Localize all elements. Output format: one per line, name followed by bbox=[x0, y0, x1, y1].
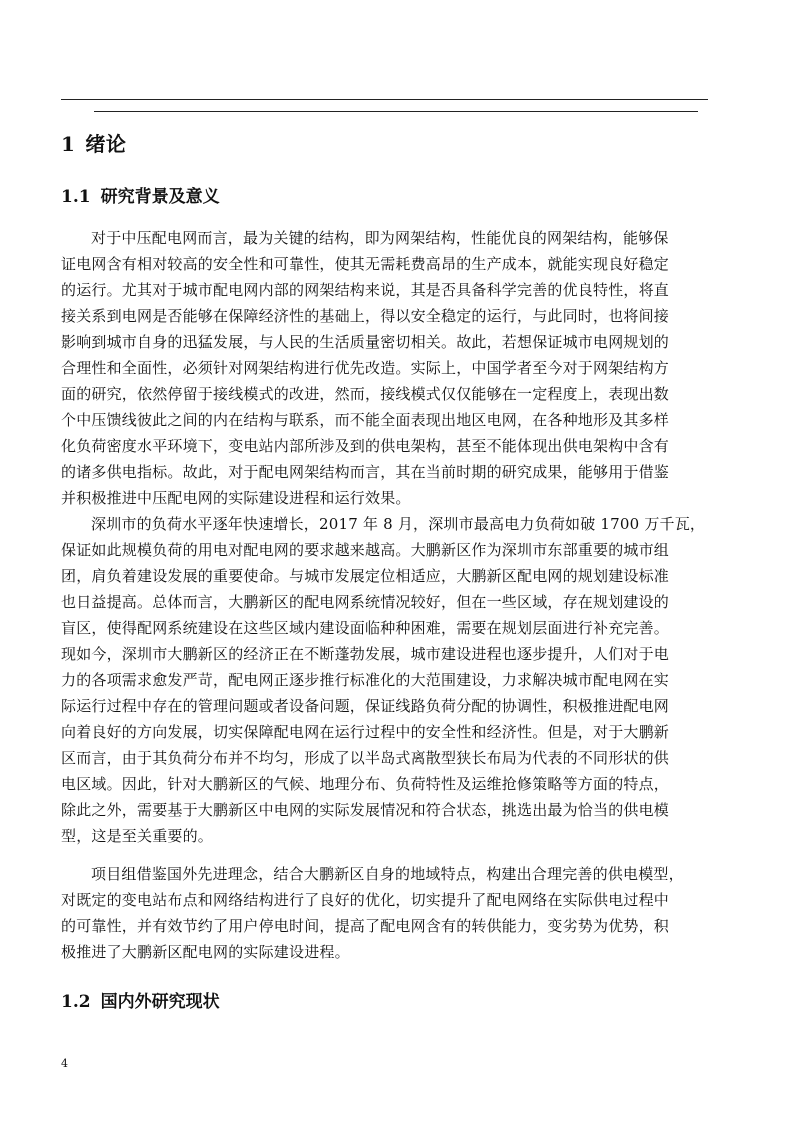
header-rule-bottom bbox=[94, 111, 698, 112]
text-line: 极推进了大鹏新区配电网的实际建设进程。 bbox=[61, 943, 350, 961]
text-line: 型，这是至关重要的。 bbox=[61, 827, 214, 845]
section-number: 1.2 bbox=[61, 992, 91, 1012]
text-line: 项目组借鉴国外先进理念，结合大鹏新区自身的地域特点，构建出合理完善的供电模型， bbox=[91, 865, 684, 883]
section-number: 1.1 bbox=[61, 187, 91, 207]
text-line: 并积极推进中压配电网的实际建设进程和运行效果。 bbox=[61, 489, 411, 507]
text-line: 深圳市的负荷水平逐年快速增长，2017 年 8 月，深圳市最高电力负荷如破 1700 万千瓦， bbox=[91, 515, 706, 533]
text-line: 对于中压配电网而言，最为关键的结构，即为网架结构，性能优良的网架结构，能够保 bbox=[91, 229, 669, 247]
section-title: 研究背景及意义 bbox=[100, 187, 220, 207]
text-line: 向着良好的方向发展，切实保障配电网在运行过程中的安全性和经济性。但是，对于大鹏新 bbox=[61, 723, 670, 741]
header-rule-top bbox=[61, 99, 708, 100]
text-line: 面的研究，依然停留于接线模式的改进，然而，接线模式仅仅能够在一定程度上，表现出数 bbox=[61, 385, 670, 403]
text-line: 证电网含有相对较高的安全性和可靠性，使其无需耗费高昂的生产成本，就能实现良好稳定 bbox=[61, 255, 670, 273]
text-line: 力的各项需求愈发严苛，配电网正逐步推行标准化的大范围建设，力求解决城市配电网在实 bbox=[61, 671, 670, 689]
text-line: 化负荷密度水平环境下，变电站内部所涉及到的供电架构，甚至不能体现出供电架构中含有 bbox=[61, 437, 670, 455]
section-title: 国内外研究现状 bbox=[100, 992, 220, 1012]
text-line: 际运行过程中存在的管理问题或者设备问题，保证线路负荷分配的协调性，积极推进配电网 bbox=[61, 697, 670, 715]
text-line: 保证如此规模负荷的用电对配电网的要求越来越高。大鹏新区作为深圳市东部重要的城市组 bbox=[61, 541, 670, 559]
chapter-number: 1 bbox=[61, 132, 76, 156]
text-line: 区而言，由于其负荷分布并不均匀，形成了以半岛式离散型狭长布局为代表的不同形状的供 bbox=[61, 749, 670, 767]
paragraph-3 bbox=[61, 861, 708, 965]
text-line: 的可靠性，并有效节约了用户停电时间，提高了配电网含有的转供能力，变劣势为优势，积 bbox=[61, 917, 670, 935]
chapter-title: 绪论 bbox=[85, 132, 127, 156]
text-line: 接关系到电网是否能够在保障经济性的基础上，得以安全稳定的运行，与此同时，也将间接 bbox=[61, 307, 670, 325]
text-line: 的运行。尤其对于城市配电网内部的网架结构来说，其是否具备科学完善的优良特性，将直 bbox=[61, 281, 670, 299]
text-line: 电区域。因此，针对大鹏新区的气候、地理分布、负荷特性及运维抢修策略等方面的特点， bbox=[61, 775, 670, 793]
text-line: 个中压馈线彼此之间的内在结构与联系，而不能全面表现出地区电网，在各种地形及其多样 bbox=[61, 411, 670, 429]
text-line: 现如今，深圳市大鹏新区的经济正在不断蓬勃发展，城市建设进程也逐步提升，人们对于电 bbox=[61, 645, 670, 663]
chapter-heading bbox=[61, 128, 126, 157]
section-heading-1-2 bbox=[61, 987, 220, 1012]
text-line: 合理性和全面性，必须针对网架结构进行优先改造。实际上，中国学者至今对于网架结构方 bbox=[61, 359, 670, 377]
text-line: 除此之外，需要基于大鹏新区中电网的实际发展情况和符合状态，挑选出最为恰当的供电模 bbox=[61, 801, 670, 819]
section-heading-1-1 bbox=[61, 182, 220, 207]
text-line: 盲区，使得配网系统建设在这些区域内建设面临种种困难，需要在规划层面进行补充完善。 bbox=[61, 619, 670, 637]
text-line: 也日益提高。总体而言，大鹏新区的配电网系统情况较好，但在一些区域，存在规划建设的 bbox=[61, 593, 670, 611]
paragraph-1 bbox=[61, 225, 708, 511]
text-line: 影响到城市自身的迅猛发展，与人民的生活质量密切相关。故此，若想保证城市电网规划的 bbox=[61, 333, 670, 351]
page-number: 4 bbox=[61, 1057, 68, 1070]
paragraph-2 bbox=[61, 511, 708, 849]
text-line: 团，肩负着建设发展的重要使命。与城市发展定位相适应，大鹏新区配电网的规划建设标准 bbox=[61, 567, 670, 585]
text-line: 的诸多供电指标。故此，对于配电网架结构而言，其在当前时期的研究成果，能够用于借鉴 bbox=[61, 463, 670, 481]
text-line: 对既定的变电站布点和网络结构进行了良好的优化，切实提升了配电网络在实际供电过程中 bbox=[61, 891, 670, 909]
